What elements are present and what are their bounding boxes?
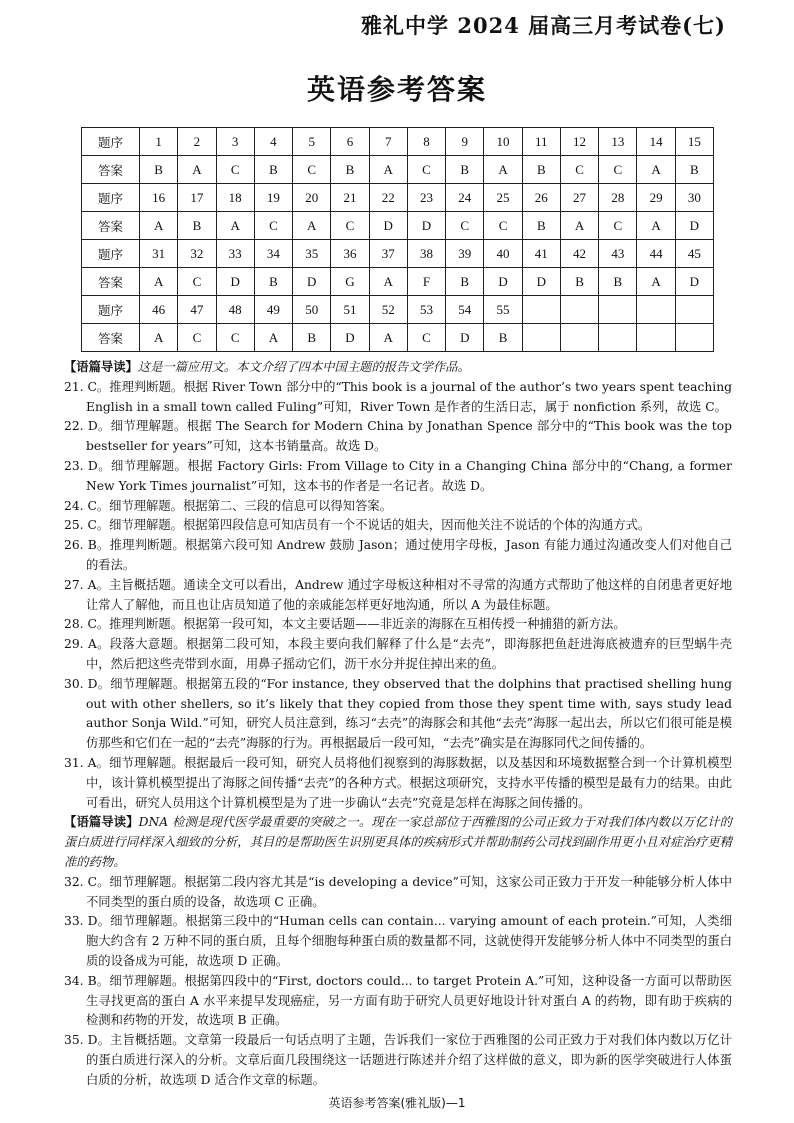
guide-tag: 【语篇导读】 (64, 360, 138, 374)
answer-cell: B (446, 156, 484, 184)
question-number-cell: 38 (407, 240, 445, 268)
explanation-22: 22. D。细节理解题。根据 The Search for Modern China by Jonathan Spence 部分中的“This book was the top bestseller for years”可知，这本书销量高。故选 D。 (64, 419, 732, 454)
question-number-row (82, 184, 714, 212)
answer-cell: D (446, 324, 484, 352)
answer-cell: A (637, 156, 675, 184)
school-title: 雅礼中学 2024 届高三月考试卷(七) (361, 13, 726, 38)
question-number-cell: 51 (331, 296, 369, 324)
question-number-cell: 37 (369, 240, 407, 268)
explanation-27: 27. A。主旨概括题。通读全文可以看出，Andrew 通过字母板这种相对不寻常的沟通方式帮助了他这样的自闭患者更好地让常人了解他，而且也让店员知道了他的亲戚能怎样更好地沟通，所以 A 为最佳标题。 (64, 577, 732, 612)
question-number-cell: 48 (216, 296, 254, 324)
answer-cell: A (369, 268, 407, 296)
explanation-35: 35. D。主旨概括题。文章第一段最后一句话点明了主题，告诉我们一家位于西雅图的公司正致力于对我们体内数以万亿计的蛋白质进行深入的分析。文章后面几段围绕这一话题进行陈述并介绍了这样做的意义，即为新的医学突破进行人体蛋白质的分析，故选项 D 适合作文章的标题。 (64, 1033, 732, 1087)
explanation-30: 30. D。细节理解题。根据第五段的“For instance, they observed that the dolphins that practised shelling hung out with other shellers, so it’s likely that they copied from those they spent time with, says study lead author Sonja Wild.”可知，研究人员注意到，练习“去壳”的海豚会和其他“去壳”海豚一起出去，所以它们很可能是模仿那些和它们在一起的“去壳”海豚的行为。再根据最后一段可知，“去壳”确实是在海豚同代之间传播的。 (64, 676, 732, 751)
answer-cell: C (178, 324, 216, 352)
answer-cell: C (407, 324, 445, 352)
explanation-33: 33. D。细节理解题。根据第三段中的“Human cells can contain... varying amount of each protein.”可知，人类细胞大约含有 2 万种不同的蛋白质，且每个细胞每种蛋白质的数量都不同，这就使得开发能够分析人体中不同类型的蛋白质的设备成为可能，故选项 D 正确。 (64, 914, 732, 968)
question-number-row (82, 128, 714, 156)
question-number-cell: 8 (407, 128, 445, 156)
question-number-cell: 3 (216, 128, 254, 156)
answer-cell: C (178, 268, 216, 296)
answer-row (82, 212, 714, 240)
answer-cell: D (407, 212, 445, 240)
answer-cell: B (254, 268, 292, 296)
answer-label: 答案 (82, 268, 140, 296)
answer-cell: A (293, 212, 331, 240)
question-number-cell: 24 (446, 184, 484, 212)
question-number-cell: 7 (369, 128, 407, 156)
question-number-row (82, 296, 714, 324)
answer-cell: B (446, 268, 484, 296)
number-label: 题序 (82, 128, 140, 156)
answer-label: 答案 (82, 212, 140, 240)
question-number-cell: 45 (675, 240, 713, 268)
answer-table (81, 127, 714, 352)
question-number-cell: 2 (178, 128, 216, 156)
question-number-cell: 39 (446, 240, 484, 268)
question-number-cell: 50 (293, 296, 331, 324)
question-number-cell: 53 (407, 296, 445, 324)
answer-cell: B (254, 156, 292, 184)
guide-text: 这是一篇应用文。本文介绍了四本中国主题的报告文学作品。 (137, 360, 470, 374)
page-footer: 英语参考答案(雅礼版)—1 (328, 1096, 466, 1110)
answer-cell: B (331, 156, 369, 184)
answer-cell: D (293, 268, 331, 296)
question-number-cell: 5 (293, 128, 331, 156)
answer-cell: G (331, 268, 369, 296)
answer-label: 答案 (82, 324, 140, 352)
answer-cell: D (484, 268, 522, 296)
answer-cell: C (293, 156, 331, 184)
question-number-cell: 47 (178, 296, 216, 324)
question-number-cell: 28 (599, 184, 637, 212)
answer-cell: F (407, 268, 445, 296)
question-number-cell: 19 (254, 184, 292, 212)
answer-cell (599, 324, 637, 352)
explanation-32: 32. C。细节理解题。根据第二段内容尤其是“is developing a device”可知，这家公司正致力于开发一种能够分析人体中不同类型的蛋白质的设备，故选项 C 正确。 (64, 874, 732, 909)
explanation-28: 28. C。推理判断题。根据第一段可知，本文主要话题——非近亲的海豚在互相传授一种捕猎的新方法。 (64, 617, 626, 632)
question-number-cell: 22 (369, 184, 407, 212)
question-number-cell (522, 296, 560, 324)
answer-cell: C (560, 156, 598, 184)
question-number-cell: 35 (293, 240, 331, 268)
answer-cell: D (675, 212, 713, 240)
answer-label: 答案 (82, 156, 140, 184)
answer-cell: D (216, 268, 254, 296)
explanation-21: 21. C。推理判断题。根据 River Town 部分中的“This book is a journal of the author’s two years spent teaching English in a small town called Fuling”可知，River Town 是作者的生活日志，属于 nonfiction 系列，故选 C。 (64, 379, 732, 414)
question-number-cell: 44 (637, 240, 675, 268)
guide-text: DNA 检测是现代医学最重要的突破之一。现在一家总部位于西雅图的公司正致力于对我们体内数以万亿计的蛋白质进行同样深入细致的分析，其目的是帮助医生识别更具体的疾病形式并帮助制药公司找到副作用更小且对症治疗更精准的药物。 (64, 815, 732, 869)
question-number-cell: 11 (522, 128, 560, 156)
answer-cell: C (407, 156, 445, 184)
explanation-25: 25. C。细节理解题。根据第四段信息可知店员有一个不说话的姐夫，因而他关注不说话的个体的沟通方式。 (64, 518, 651, 533)
answer-cell (675, 324, 713, 352)
answer-cell: B (484, 324, 522, 352)
question-number-cell: 6 (331, 128, 369, 156)
question-number-cell: 49 (254, 296, 292, 324)
answer-cell: C (446, 212, 484, 240)
question-number-cell: 23 (407, 184, 445, 212)
question-number-cell: 31 (140, 240, 178, 268)
answer-cell: A (637, 268, 675, 296)
question-number-cell: 27 (560, 184, 598, 212)
explanation-26: 26. B。推理判断题。根据第六段可知 Andrew 鼓励 Jason；通过使用字母板，Jason 有能力通过沟通改变人们对他自己的看法。 (64, 538, 732, 572)
question-number-cell: 21 (331, 184, 369, 212)
number-label: 题序 (82, 296, 140, 324)
answer-cell: D (522, 268, 560, 296)
answer-cell: D (369, 212, 407, 240)
number-label: 题序 (82, 240, 140, 268)
answer-cell: D (331, 324, 369, 352)
answer-cell: A (254, 324, 292, 352)
explanation-31: 31. A。细节理解题。根据最后一段可知，研究人员将他们视察到的海豚数据，以及基因和环境数据整合到一个计算机模型中，该计算机模型提出了海豚之间传播“去壳”的各种方式。根据这项研究，支持水平传播的模型是最有力的结果。由此可看出，研究人员用这个计算机模型是为了进一步确认“去壳”究竟是怎样在海豚之间传播的。 (64, 755, 732, 810)
answer-row (82, 156, 714, 184)
question-number-cell: 17 (178, 184, 216, 212)
question-number-cell: 36 (331, 240, 369, 268)
answer-cell (560, 324, 598, 352)
answer-cell: C (599, 212, 637, 240)
answer-cell: A (637, 212, 675, 240)
question-number-cell: 52 (369, 296, 407, 324)
answer-cell: B (675, 156, 713, 184)
answer-cell: A (369, 156, 407, 184)
answer-cell: C (599, 156, 637, 184)
question-number-cell: 40 (484, 240, 522, 268)
question-number-cell: 46 (140, 296, 178, 324)
answer-cell: A (484, 156, 522, 184)
explanations (64, 358, 732, 1090)
question-number-cell: 43 (599, 240, 637, 268)
answer-cell: A (178, 156, 216, 184)
answer-cell: C (216, 156, 254, 184)
question-number-cell: 14 (637, 128, 675, 156)
question-number-cell: 33 (216, 240, 254, 268)
question-number-cell: 16 (140, 184, 178, 212)
answer-cell: D (675, 268, 713, 296)
answer-cell: A (369, 324, 407, 352)
answer-cell: B (599, 268, 637, 296)
page-title: 英语参考答案 (306, 73, 487, 106)
answer-cell (522, 324, 560, 352)
answer-cell: A (560, 212, 598, 240)
question-number-cell: 34 (254, 240, 292, 268)
question-number-cell (599, 296, 637, 324)
question-number-cell: 15 (675, 128, 713, 156)
question-number-cell: 25 (484, 184, 522, 212)
answer-cell: B (560, 268, 598, 296)
answer-cell: B (178, 212, 216, 240)
question-number-cell: 32 (178, 240, 216, 268)
explanation-24: 24. C。细节理解题。根据第二、三段的信息可以得知答案。 (64, 498, 392, 513)
answer-cell: B (140, 156, 178, 184)
guide-tag: 【语篇导读】 (64, 815, 139, 830)
explanation-23: 23. D。细节理解题。根据 Factory Girls: From Village to City in a Changing China 部分中的“Chang, a former New York Times journalist”可知，这本书的作者是一名记者。故选 D。 (64, 458, 732, 493)
question-number-cell: 13 (599, 128, 637, 156)
question-number-cell (675, 296, 713, 324)
question-number-cell: 10 (484, 128, 522, 156)
question-number-cell: 9 (446, 128, 484, 156)
explanation-29: 29. A。段落大意题。根据第二段可知，本段主要向我们解释了什么是“去壳”，即海豚把鱼赶进海底被遗弃的巨型蜗牛壳中，然后把这些壳带到水面，用鼻子摇动它们，沥干水分并捉住掉出来的鱼。 (64, 637, 732, 671)
question-number-cell: 42 (560, 240, 598, 268)
question-number-cell: 30 (675, 184, 713, 212)
answer-cell: A (216, 212, 254, 240)
explanation-34: 34. B。细节理解题。根据第四段中的“First, doctors could... to target Protein A.”可知，这种设备一方面可以帮助医生寻找更高的蛋白 A 水平来提早发现癌症，另一方面有助于研究人员更好地设计针对蛋白 A 的药物，即有助于疾病的检测和药物的开发，故选项 B 正确。 (64, 973, 732, 1028)
question-number-cell: 12 (560, 128, 598, 156)
number-label: 题序 (82, 184, 140, 212)
answer-cell (637, 324, 675, 352)
question-number-cell: 41 (522, 240, 560, 268)
question-number-cell (560, 296, 598, 324)
passage-guide (64, 813, 732, 872)
question-number-cell: 26 (522, 184, 560, 212)
answer-cell: A (140, 324, 178, 352)
answer-row (82, 324, 714, 352)
answer-cell: B (522, 156, 560, 184)
question-number-cell: 55 (484, 296, 522, 324)
answer-cell: C (216, 324, 254, 352)
answer-cell: B (293, 324, 331, 352)
passage-guide (64, 358, 732, 378)
answer-row (82, 268, 714, 296)
question-number-cell: 1 (140, 128, 178, 156)
answer-cell: A (140, 268, 178, 296)
question-number-cell: 20 (293, 184, 331, 212)
question-number-cell: 18 (216, 184, 254, 212)
answer-cell: B (522, 212, 560, 240)
answer-cell: C (254, 212, 292, 240)
question-number-cell: 29 (637, 184, 675, 212)
question-number-row (82, 240, 714, 268)
question-number-cell (637, 296, 675, 324)
answer-cell: C (484, 212, 522, 240)
question-number-cell: 54 (446, 296, 484, 324)
answer-cell: A (140, 212, 178, 240)
answer-cell: C (331, 212, 369, 240)
question-number-cell: 4 (254, 128, 292, 156)
